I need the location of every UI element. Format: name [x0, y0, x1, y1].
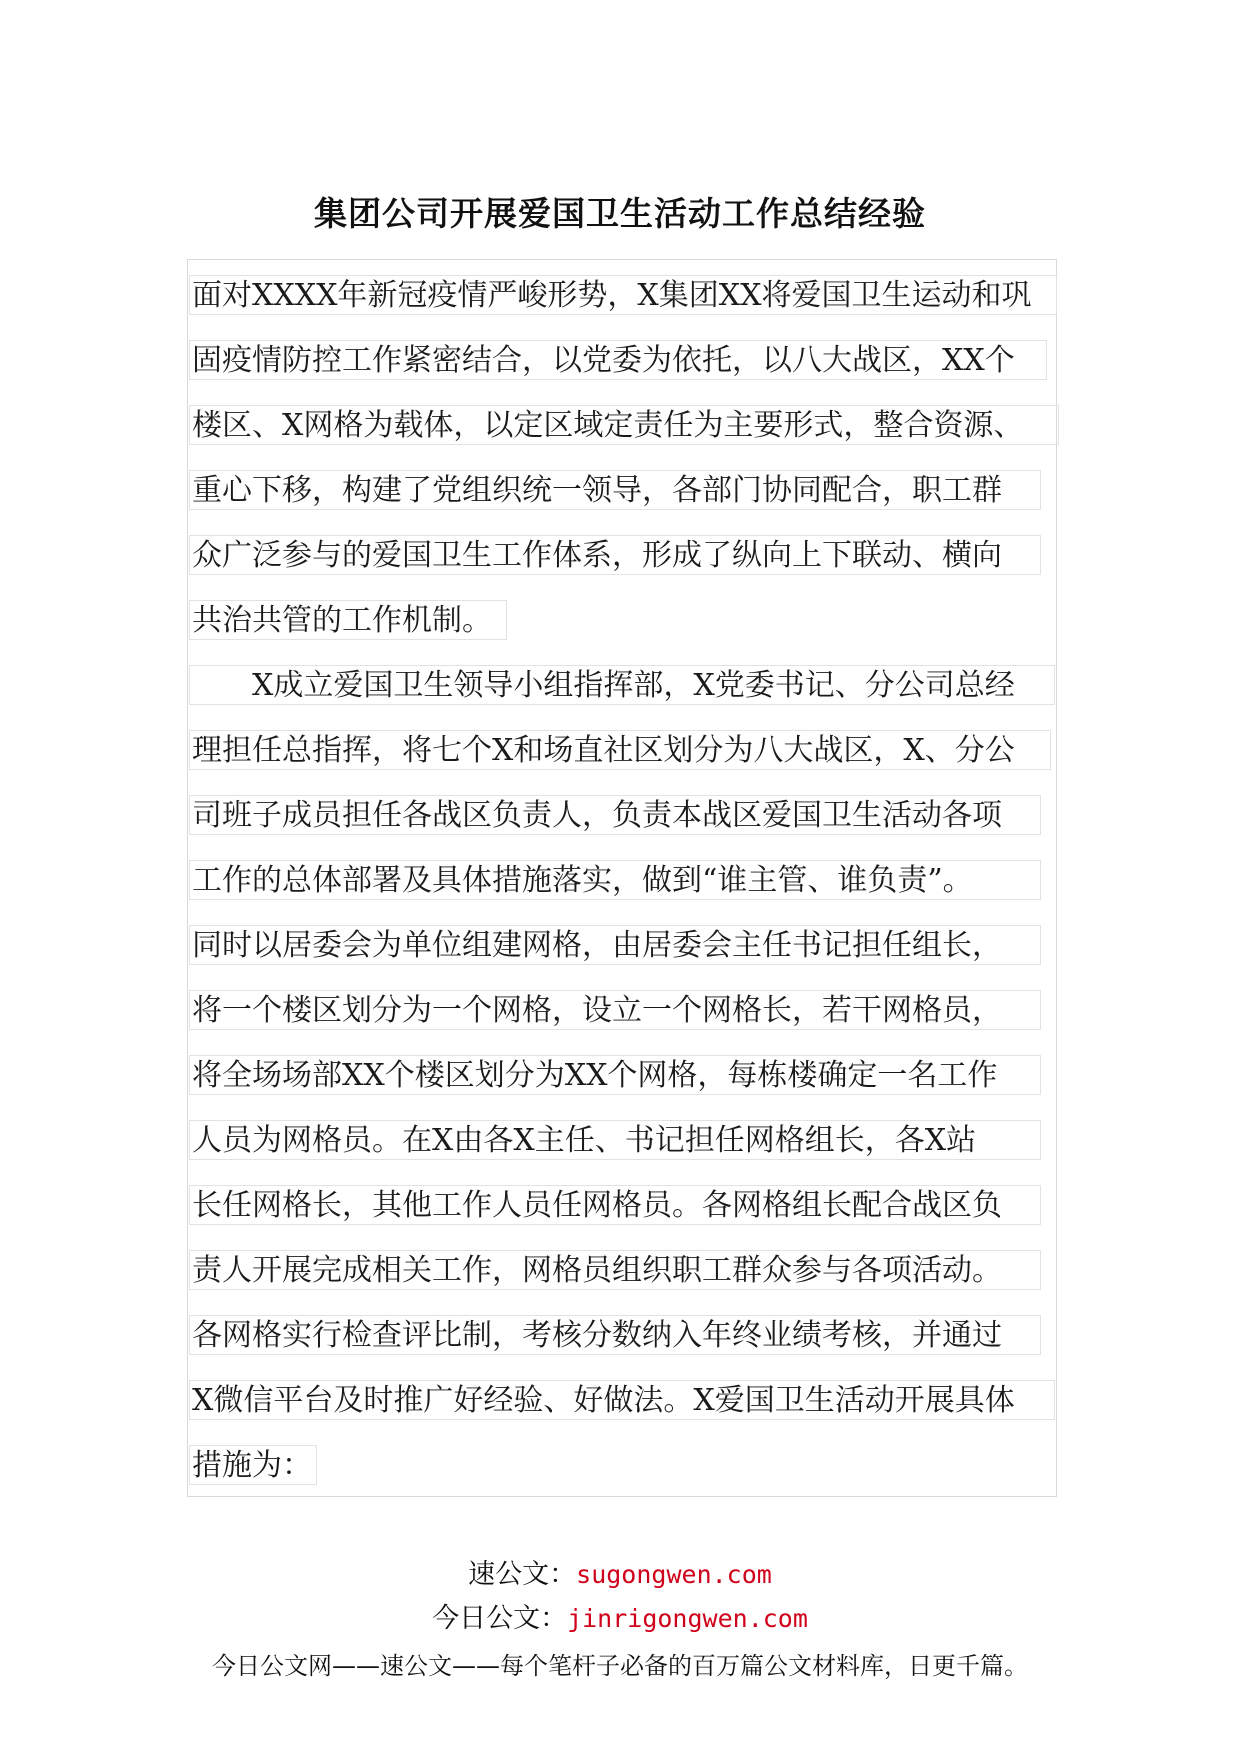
- footer-tagline: 今日公文网——速公文——每个笔杆子必备的百万篇公文材料库，日更千篇。: [212, 1652, 1028, 1680]
- text-line: 面对XXXX年新冠疫情严峻形势，X集团XX将爱国卫生运动和巩: [189, 275, 1057, 315]
- footer-jinri: [0, 1596, 1240, 1635]
- text-line: 各网格实行检查评比制，考核分数纳入年终业绩考核，并通过: [189, 1315, 1041, 1355]
- text-line: 责人开展完成相关工作，网格员组织职工群众参与各项活动。: [189, 1250, 1041, 1290]
- text-line: 措施为：: [189, 1445, 317, 1485]
- footer-jinri-label: 今日公文：: [432, 1603, 568, 1634]
- text-line: 长任网格长，其他工作人员任网格员。各网格组长配合战区负: [189, 1185, 1041, 1225]
- text-line: 重心下移，构建了党组织统一领导，各部门协同配合，职工群: [189, 470, 1041, 510]
- text-line: 同时以居委会为单位组建网格，由居委会主任书记担任组长，: [189, 925, 1041, 965]
- text-line: 司班子成员担任各战区负责人，负责本战区爱国卫生活动各项: [189, 795, 1041, 835]
- text-line: 众广泛参与的爱国卫生工作体系，形成了纵向上下联动、横向: [189, 535, 1041, 575]
- text-line: 共治共管的工作机制。: [189, 600, 507, 640]
- footer-sugongwen-label: 速公文：: [468, 1559, 577, 1590]
- text-line: 固疫情防控工作紧密结合，以党委为依托，以八大战区，XX个: [189, 340, 1047, 380]
- footer-sugongwen-link[interactable]: sugongwen.com: [576, 1560, 772, 1589]
- document-title: 集团公司开展爱国卫生活动工作总结经验: [314, 194, 926, 233]
- text-line: 工作的总体部署及具体措施落实，做到“谁主管、谁负责”。: [189, 860, 1041, 900]
- text-line: 将全场场部XX个楼区划分为XX个网格，每栋楼确定一名工作: [189, 1055, 1041, 1095]
- text-line: X成立爱国卫生领导小组指挥部，X党委书记、分公司总经: [189, 665, 1055, 705]
- footer-sugongwen: [0, 1552, 1240, 1591]
- footer-jinri-link[interactable]: jinrigongwen.com: [567, 1604, 808, 1633]
- text-line: 人员为网格员。在X由各X主任、书记担任网格组长，各X站: [189, 1120, 1041, 1160]
- text-line: 理担任总指挥，将七个X和场直社区划分为八大战区，X、分公: [189, 730, 1051, 770]
- text-line: 楼区、X网格为载体，以定区域定责任为主要形式，整合资源、: [189, 405, 1059, 445]
- text-line: 将一个楼区划分为一个网格，设立一个网格长，若干网格员，: [189, 990, 1041, 1030]
- text-line: X微信平台及时推广好经验、好做法。X爱国卫生活动开展具体: [189, 1380, 1055, 1420]
